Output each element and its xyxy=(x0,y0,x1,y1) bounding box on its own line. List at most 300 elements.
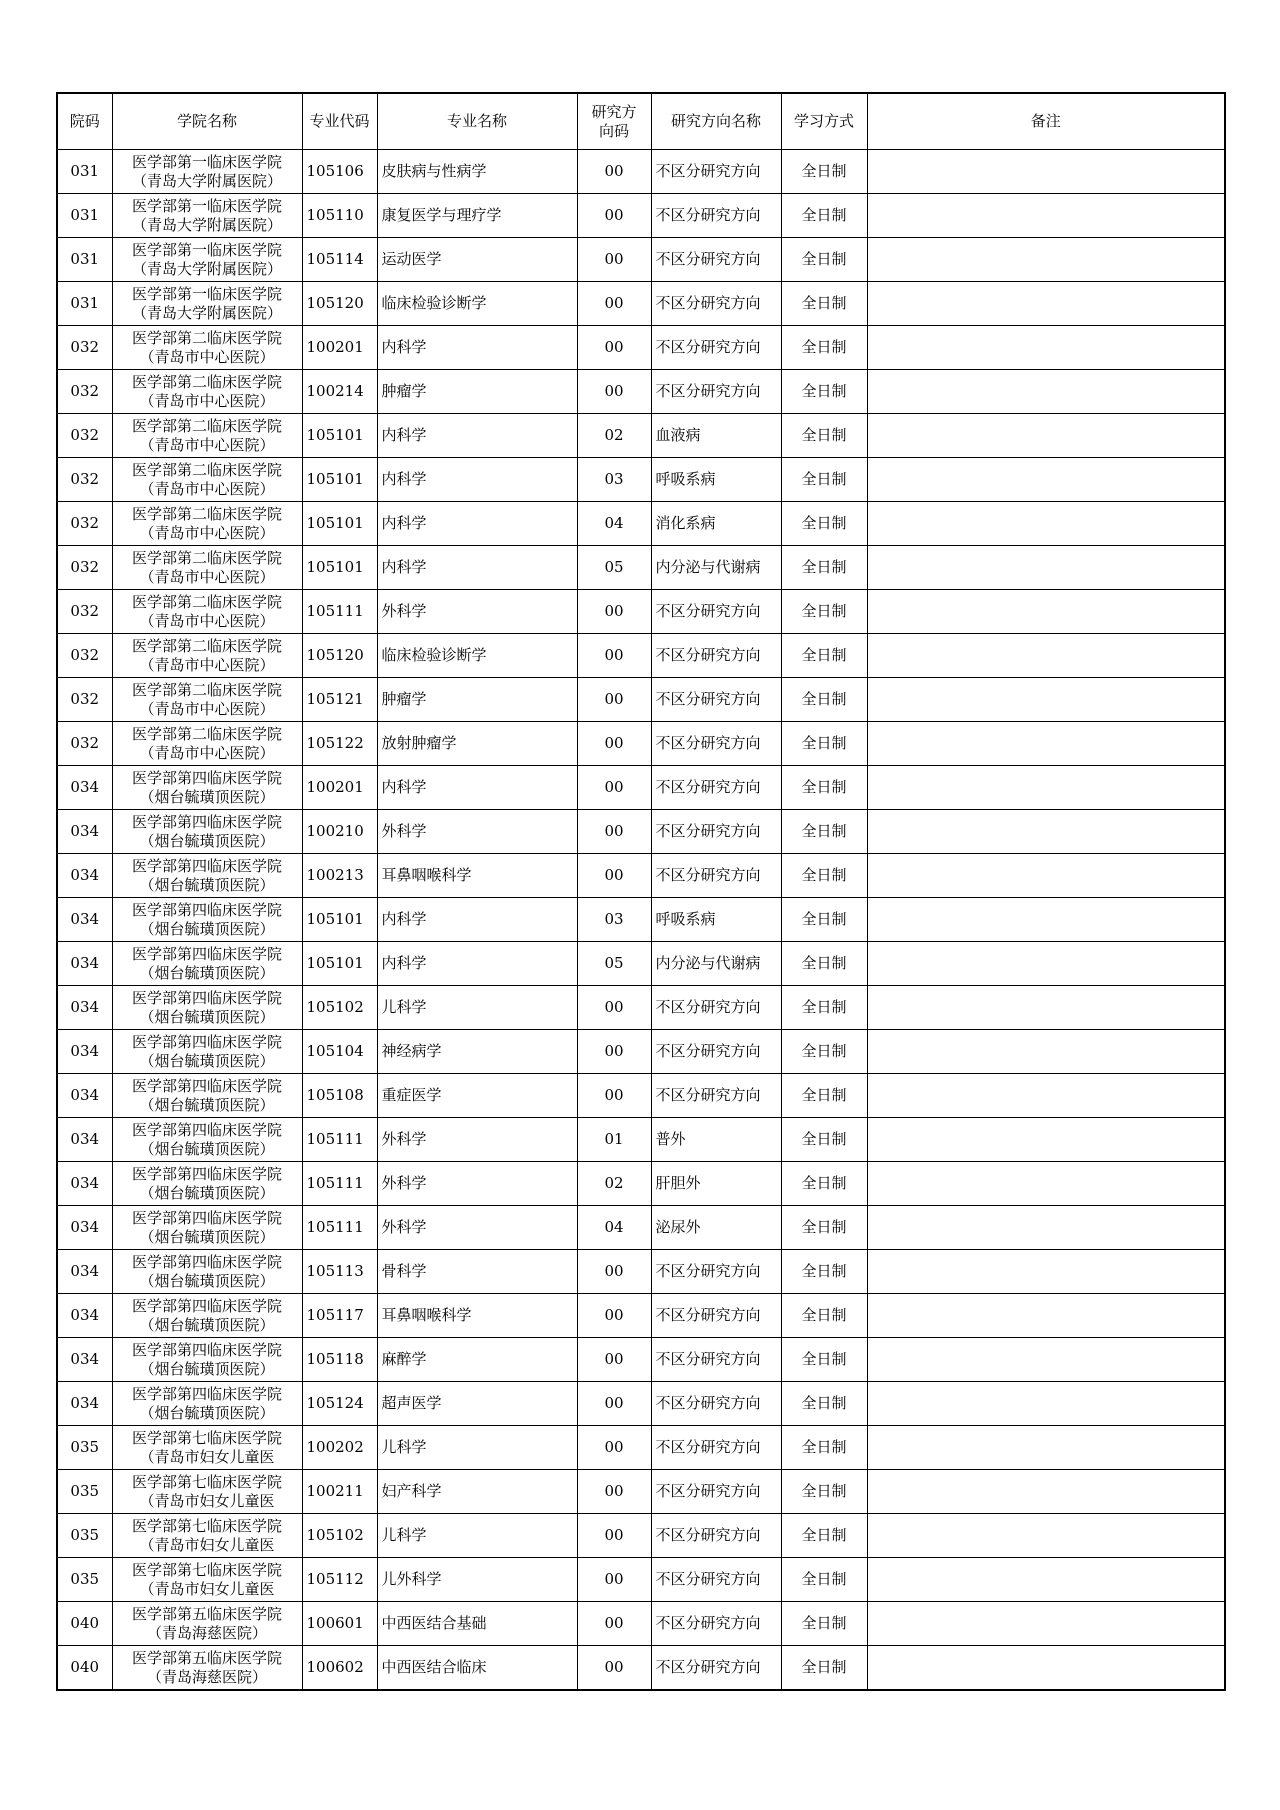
college-name-line: （青岛市中心医院） xyxy=(139,611,275,630)
college-name-line: 医学部第四临床医学院 xyxy=(131,812,282,831)
college-name-line: （青岛市妇女儿童医 xyxy=(139,1491,275,1510)
major-code-cell: 105114 xyxy=(302,238,377,282)
direction-name-cell: 不区分研究方向 xyxy=(651,1074,781,1118)
major-code-cell: 105106 xyxy=(302,150,377,194)
college-name-cell xyxy=(112,634,302,678)
college-name-cell xyxy=(112,986,302,1030)
table-row xyxy=(57,150,1225,194)
table-row xyxy=(57,502,1225,546)
direction-code-cell: 00 xyxy=(577,766,651,810)
college-code-cell: 034 xyxy=(57,1074,112,1118)
major-name-cell: 妇产科学 xyxy=(377,1470,577,1514)
note-cell xyxy=(867,1426,1225,1470)
major-code-cell: 105111 xyxy=(302,1162,377,1206)
study-mode-cell: 全日制 xyxy=(781,1426,867,1470)
note-cell xyxy=(867,986,1225,1030)
direction-name-cell: 肝胆外 xyxy=(651,1162,781,1206)
major-name-cell: 外科学 xyxy=(377,1118,577,1162)
college-name-line: 医学部第四临床医学院 xyxy=(131,1252,282,1271)
direction-code-cell: 00 xyxy=(577,1470,651,1514)
college-name-line: 医学部第二临床医学院 xyxy=(131,372,282,391)
major-code-cell: 105110 xyxy=(302,194,377,238)
college-name-line: 医学部第二临床医学院 xyxy=(131,504,282,523)
direction-name-cell: 内分泌与代谢病 xyxy=(651,942,781,986)
college-name-line: （青岛市妇女儿童医 xyxy=(139,1579,275,1598)
study-mode-cell: 全日制 xyxy=(781,1074,867,1118)
direction-code-cell: 00 xyxy=(577,238,651,282)
college-name-line: （青岛市中心医院） xyxy=(139,479,275,498)
direction-name-cell: 不区分研究方向 xyxy=(651,986,781,1030)
college-code-cell: 034 xyxy=(57,1294,112,1338)
direction-code-cell: 00 xyxy=(577,634,651,678)
direction-name-cell: 泌尿外 xyxy=(651,1206,781,1250)
direction-name-cell: 不区分研究方向 xyxy=(651,634,781,678)
note-cell xyxy=(867,1118,1225,1162)
college-name-cell xyxy=(112,194,302,238)
major-name-cell: 内科学 xyxy=(377,942,577,986)
direction-code-cell: 00 xyxy=(577,1338,651,1382)
college-code-cell: 032 xyxy=(57,370,112,414)
major-code-cell: 100202 xyxy=(302,1426,377,1470)
table-row xyxy=(57,590,1225,634)
major-name-cell: 儿科学 xyxy=(377,986,577,1030)
college-name-line: 医学部第四临床医学院 xyxy=(131,944,282,963)
college-name-cell xyxy=(112,546,302,590)
college-name-line: （青岛大学附属医院） xyxy=(131,303,282,322)
major-code-cell: 105101 xyxy=(302,546,377,590)
college-name-cell xyxy=(112,458,302,502)
header-major-name: 专业名称 xyxy=(377,93,577,150)
note-cell xyxy=(867,1470,1225,1514)
note-cell xyxy=(867,1294,1225,1338)
direction-code-cell: 01 xyxy=(577,1118,651,1162)
direction-code-cell: 00 xyxy=(577,590,651,634)
direction-name-cell: 不区分研究方向 xyxy=(651,150,781,194)
college-name-line: 医学部第四临床医学院 xyxy=(131,1296,282,1315)
note-cell xyxy=(867,1514,1225,1558)
college-code-cell: 035 xyxy=(57,1558,112,1602)
table-row xyxy=(57,766,1225,810)
college-name-line: （青岛大学附属医院） xyxy=(131,171,282,190)
table-header-row xyxy=(57,93,1225,150)
college-name-cell xyxy=(112,414,302,458)
college-name-cell xyxy=(112,1338,302,1382)
direction-name-cell: 呼吸系病 xyxy=(651,458,781,502)
college-name-line: （烟台毓璜顶医院） xyxy=(139,875,275,894)
major-name-cell: 神经病学 xyxy=(377,1030,577,1074)
college-code-cell: 032 xyxy=(57,722,112,766)
note-cell xyxy=(867,1338,1225,1382)
major-name-cell: 内科学 xyxy=(377,502,577,546)
table-row xyxy=(57,1514,1225,1558)
table-row xyxy=(57,1646,1225,1691)
major-code-cell: 105124 xyxy=(302,1382,377,1426)
major-code-cell: 100214 xyxy=(302,370,377,414)
table-row xyxy=(57,1074,1225,1118)
note-cell xyxy=(867,326,1225,370)
direction-name-cell: 呼吸系病 xyxy=(651,898,781,942)
major-name-cell: 康复医学与理疗学 xyxy=(377,194,577,238)
college-name-line: （青岛市中心医院） xyxy=(139,567,275,586)
college-name-line: 医学部第四临床医学院 xyxy=(131,1208,282,1227)
table-row xyxy=(57,678,1225,722)
major-name-cell: 重症医学 xyxy=(377,1074,577,1118)
note-cell xyxy=(867,1558,1225,1602)
major-code-cell: 100201 xyxy=(302,766,377,810)
major-name-cell: 临床检验诊断学 xyxy=(377,634,577,678)
table-row xyxy=(57,942,1225,986)
table-row xyxy=(57,1030,1225,1074)
direction-code-cell: 00 xyxy=(577,854,651,898)
enrollment-table-sheet xyxy=(56,92,1224,1691)
direction-name-cell: 不区分研究方向 xyxy=(651,238,781,282)
major-name-cell: 儿科学 xyxy=(377,1426,577,1470)
note-cell xyxy=(867,1382,1225,1426)
study-mode-cell: 全日制 xyxy=(781,722,867,766)
major-code-cell: 100213 xyxy=(302,854,377,898)
table-row xyxy=(57,1558,1225,1602)
college-code-cell: 034 xyxy=(57,1162,112,1206)
table-row xyxy=(57,986,1225,1030)
major-code-cell: 100601 xyxy=(302,1602,377,1646)
major-name-cell: 放射肿瘤学 xyxy=(377,722,577,766)
college-name-cell xyxy=(112,1206,302,1250)
direction-code-cell: 00 xyxy=(577,1558,651,1602)
college-name-cell xyxy=(112,854,302,898)
direction-code-cell: 00 xyxy=(577,370,651,414)
direction-name-cell: 普外 xyxy=(651,1118,781,1162)
table-row xyxy=(57,1470,1225,1514)
college-name-line: 医学部第五临床医学院 xyxy=(131,1648,282,1667)
study-mode-cell: 全日制 xyxy=(781,238,867,282)
major-code-cell: 105117 xyxy=(302,1294,377,1338)
major-code-cell: 105101 xyxy=(302,458,377,502)
college-name-cell xyxy=(112,766,302,810)
college-code-cell: 034 xyxy=(57,1382,112,1426)
major-name-cell: 运动医学 xyxy=(377,238,577,282)
study-mode-cell: 全日制 xyxy=(781,282,867,326)
note-cell xyxy=(867,678,1225,722)
note-cell xyxy=(867,370,1225,414)
major-code-cell: 105101 xyxy=(302,942,377,986)
study-mode-cell: 全日制 xyxy=(781,678,867,722)
college-name-cell xyxy=(112,1294,302,1338)
direction-name-cell: 不区分研究方向 xyxy=(651,1294,781,1338)
direction-code-cell: 00 xyxy=(577,1602,651,1646)
note-cell xyxy=(867,1206,1225,1250)
study-mode-cell: 全日制 xyxy=(781,1030,867,1074)
college-name-line: 医学部第四临床医学院 xyxy=(131,1032,282,1051)
direction-name-cell: 消化系病 xyxy=(651,502,781,546)
direction-code-cell: 00 xyxy=(577,1294,651,1338)
college-name-line: （烟台毓璜顶医院） xyxy=(139,831,275,850)
direction-name-cell: 不区分研究方向 xyxy=(651,370,781,414)
note-cell xyxy=(867,282,1225,326)
college-name-cell xyxy=(112,1470,302,1514)
study-mode-cell: 全日制 xyxy=(781,414,867,458)
major-code-cell: 105111 xyxy=(302,590,377,634)
major-name-cell: 内科学 xyxy=(377,898,577,942)
college-code-cell: 034 xyxy=(57,810,112,854)
college-name-cell xyxy=(112,1602,302,1646)
college-code-cell: 031 xyxy=(57,282,112,326)
note-cell xyxy=(867,1162,1225,1206)
table-row xyxy=(57,854,1225,898)
table-row xyxy=(57,194,1225,238)
study-mode-cell: 全日制 xyxy=(781,942,867,986)
major-code-cell: 105104 xyxy=(302,1030,377,1074)
direction-name-cell: 不区分研究方向 xyxy=(651,722,781,766)
college-name-line: 医学部第四临床医学院 xyxy=(131,900,282,919)
college-name-line: 医学部第二临床医学院 xyxy=(131,636,282,655)
study-mode-cell: 全日制 xyxy=(781,1118,867,1162)
note-cell xyxy=(867,898,1225,942)
college-code-cell: 034 xyxy=(57,1250,112,1294)
college-name-line: （青岛市中心医院） xyxy=(139,391,275,410)
college-name-line: 医学部第二临床医学院 xyxy=(131,328,282,347)
note-cell xyxy=(867,1250,1225,1294)
note-cell xyxy=(867,1074,1225,1118)
college-name-line: （青岛市中心医院） xyxy=(139,655,275,674)
note-cell xyxy=(867,1030,1225,1074)
college-name-line: （烟台毓璜顶医院） xyxy=(139,1095,275,1114)
college-code-cell: 034 xyxy=(57,1118,112,1162)
study-mode-cell: 全日制 xyxy=(781,370,867,414)
college-name-cell xyxy=(112,1382,302,1426)
table-row xyxy=(57,1382,1225,1426)
college-code-cell: 035 xyxy=(57,1426,112,1470)
major-name-cell: 内科学 xyxy=(377,546,577,590)
table-row xyxy=(57,1294,1225,1338)
direction-code-cell: 04 xyxy=(577,1206,651,1250)
table-row xyxy=(57,1206,1225,1250)
college-code-cell: 034 xyxy=(57,986,112,1030)
college-name-line: （青岛海慈医院） xyxy=(146,1667,267,1686)
direction-code-cell: 05 xyxy=(577,942,651,986)
college-name-cell xyxy=(112,370,302,414)
study-mode-cell: 全日制 xyxy=(781,458,867,502)
study-mode-cell: 全日制 xyxy=(781,898,867,942)
major-name-cell: 内科学 xyxy=(377,458,577,502)
direction-code-cell: 00 xyxy=(577,986,651,1030)
table-row xyxy=(57,546,1225,590)
college-code-cell: 034 xyxy=(57,854,112,898)
study-mode-cell: 全日制 xyxy=(781,1470,867,1514)
major-code-cell: 100602 xyxy=(302,1646,377,1691)
table-row xyxy=(57,282,1225,326)
direction-name-cell: 不区分研究方向 xyxy=(651,1382,781,1426)
college-name-line: 医学部第二临床医学院 xyxy=(131,592,282,611)
table-row xyxy=(57,458,1225,502)
college-name-line: （青岛海慈医院） xyxy=(146,1623,267,1642)
study-mode-cell: 全日制 xyxy=(781,150,867,194)
major-name-cell: 中西医结合临床 xyxy=(377,1646,577,1691)
college-name-line: 医学部第一临床医学院 xyxy=(131,240,282,259)
college-name-cell xyxy=(112,1514,302,1558)
college-name-line: 医学部第四临床医学院 xyxy=(131,1120,282,1139)
college-name-line: （烟台毓璜顶医院） xyxy=(139,1227,275,1246)
header-note: 备注 xyxy=(867,93,1225,150)
college-code-cell: 032 xyxy=(57,414,112,458)
major-name-cell: 外科学 xyxy=(377,1162,577,1206)
major-code-cell: 100210 xyxy=(302,810,377,854)
table-row xyxy=(57,1602,1225,1646)
major-code-cell: 105120 xyxy=(302,634,377,678)
note-cell xyxy=(867,766,1225,810)
direction-name-cell: 不区分研究方向 xyxy=(651,1646,781,1691)
major-code-cell: 100201 xyxy=(302,326,377,370)
college-code-cell: 031 xyxy=(57,238,112,282)
college-name-cell xyxy=(112,678,302,722)
college-name-cell xyxy=(112,1426,302,1470)
direction-name-cell: 不区分研究方向 xyxy=(651,1558,781,1602)
note-cell xyxy=(867,150,1225,194)
college-name-cell xyxy=(112,326,302,370)
study-mode-cell: 全日制 xyxy=(781,1382,867,1426)
major-name-cell: 外科学 xyxy=(377,810,577,854)
college-name-cell xyxy=(112,1030,302,1074)
major-code-cell: 105111 xyxy=(302,1206,377,1250)
college-name-line: 医学部第五临床医学院 xyxy=(131,1604,282,1623)
direction-name-cell: 不区分研究方向 xyxy=(651,1030,781,1074)
study-mode-cell: 全日制 xyxy=(781,1206,867,1250)
direction-code-cell: 00 xyxy=(577,282,651,326)
header-major-code: 专业代码 xyxy=(302,93,377,150)
direction-code-cell: 02 xyxy=(577,414,651,458)
study-mode-cell: 全日制 xyxy=(781,1646,867,1691)
study-mode-cell: 全日制 xyxy=(781,810,867,854)
college-name-cell xyxy=(112,1646,302,1691)
college-name-line: 医学部第一临床医学院 xyxy=(131,196,282,215)
major-name-cell: 临床检验诊断学 xyxy=(377,282,577,326)
college-code-cell: 032 xyxy=(57,458,112,502)
study-mode-cell: 全日制 xyxy=(781,1338,867,1382)
college-code-cell: 040 xyxy=(57,1646,112,1691)
direction-name-cell: 不区分研究方向 xyxy=(651,854,781,898)
college-name-line: 医学部第二临床医学院 xyxy=(131,680,282,699)
study-mode-cell: 全日制 xyxy=(781,1602,867,1646)
college-name-line: （烟台毓璜顶医院） xyxy=(139,1139,275,1158)
note-cell xyxy=(867,546,1225,590)
college-name-cell xyxy=(112,1074,302,1118)
college-name-line: 医学部第四临床医学院 xyxy=(131,768,282,787)
direction-name-cell: 血液病 xyxy=(651,414,781,458)
college-name-line: （烟台毓璜顶医院） xyxy=(139,1403,275,1422)
study-mode-cell: 全日制 xyxy=(781,590,867,634)
direction-code-cell: 00 xyxy=(577,1074,651,1118)
direction-name-cell: 不区分研究方向 xyxy=(651,1602,781,1646)
college-code-cell: 032 xyxy=(57,502,112,546)
direction-code-cell: 03 xyxy=(577,898,651,942)
college-code-cell: 032 xyxy=(57,326,112,370)
direction-code-cell: 00 xyxy=(577,1426,651,1470)
major-code-cell: 105102 xyxy=(302,986,377,1030)
college-code-cell: 032 xyxy=(57,678,112,722)
direction-code-cell: 00 xyxy=(577,1250,651,1294)
college-name-cell xyxy=(112,238,302,282)
direction-name-cell: 不区分研究方向 xyxy=(651,810,781,854)
direction-code-cell: 00 xyxy=(577,722,651,766)
college-name-line: 医学部第四临床医学院 xyxy=(131,1340,282,1359)
college-name-line: 医学部第四临床医学院 xyxy=(131,856,282,875)
enrollment-table xyxy=(56,92,1226,1691)
direction-code-cell: 00 xyxy=(577,678,651,722)
direction-name-cell: 不区分研究方向 xyxy=(651,282,781,326)
direction-name-cell: 不区分研究方向 xyxy=(651,678,781,722)
direction-name-cell: 不区分研究方向 xyxy=(651,1470,781,1514)
major-name-cell: 中西医结合基础 xyxy=(377,1602,577,1646)
college-name-line: （青岛大学附属医院） xyxy=(131,259,282,278)
study-mode-cell: 全日制 xyxy=(781,1514,867,1558)
study-mode-cell: 全日制 xyxy=(781,854,867,898)
college-code-cell: 034 xyxy=(57,942,112,986)
college-name-cell xyxy=(112,1250,302,1294)
table-row xyxy=(57,1162,1225,1206)
college-name-line: （烟台毓璜顶医院） xyxy=(139,1183,275,1202)
study-mode-cell: 全日制 xyxy=(781,634,867,678)
direction-code-cell: 05 xyxy=(577,546,651,590)
college-name-line: （烟台毓璜顶医院） xyxy=(139,963,275,982)
major-code-cell: 105122 xyxy=(302,722,377,766)
study-mode-cell: 全日制 xyxy=(781,1162,867,1206)
college-name-line: 医学部第七临床医学院 xyxy=(131,1428,282,1447)
major-code-cell: 105113 xyxy=(302,1250,377,1294)
major-name-cell: 肿瘤学 xyxy=(377,678,577,722)
direction-name-cell: 内分泌与代谢病 xyxy=(651,546,781,590)
college-name-line: （青岛市中心医院） xyxy=(139,435,275,454)
college-code-cell: 031 xyxy=(57,150,112,194)
major-name-cell: 外科学 xyxy=(377,590,577,634)
table-row xyxy=(57,370,1225,414)
major-name-cell: 内科学 xyxy=(377,414,577,458)
note-cell xyxy=(867,942,1225,986)
major-name-cell: 儿外科学 xyxy=(377,1558,577,1602)
direction-code-cell: 00 xyxy=(577,150,651,194)
major-name-cell: 内科学 xyxy=(377,766,577,810)
major-code-cell: 105120 xyxy=(302,282,377,326)
college-name-line: （烟台毓璜顶医院） xyxy=(139,787,275,806)
header-direction-name: 研究方向名称 xyxy=(651,93,781,150)
note-cell xyxy=(867,414,1225,458)
major-name-cell: 内科学 xyxy=(377,326,577,370)
college-code-cell: 031 xyxy=(57,194,112,238)
college-name-line: （烟台毓璜顶医院） xyxy=(139,1359,275,1378)
major-name-cell: 皮肤病与性病学 xyxy=(377,150,577,194)
college-name-line: （青岛大学附属医院） xyxy=(131,215,282,234)
note-cell xyxy=(867,634,1225,678)
college-name-line: 医学部第二临床医学院 xyxy=(131,548,282,567)
direction-name-cell: 不区分研究方向 xyxy=(651,1250,781,1294)
college-name-line: （烟台毓璜顶医院） xyxy=(139,1007,275,1026)
table-row xyxy=(57,1118,1225,1162)
major-code-cell: 105108 xyxy=(302,1074,377,1118)
table-body xyxy=(57,150,1225,1691)
direction-name-cell: 不区分研究方向 xyxy=(651,1514,781,1558)
header-study-mode: 学习方式 xyxy=(781,93,867,150)
college-code-cell: 035 xyxy=(57,1514,112,1558)
major-code-cell: 105102 xyxy=(302,1514,377,1558)
major-name-cell: 耳鼻咽喉科学 xyxy=(377,854,577,898)
major-name-cell: 儿科学 xyxy=(377,1514,577,1558)
note-cell xyxy=(867,458,1225,502)
direction-name-cell: 不区分研究方向 xyxy=(651,194,781,238)
major-name-cell: 肿瘤学 xyxy=(377,370,577,414)
major-code-cell: 105118 xyxy=(302,1338,377,1382)
header-direction-code: 研究方向码 xyxy=(577,93,651,150)
college-name-line: （烟台毓璜顶医院） xyxy=(139,1315,275,1334)
major-code-cell: 100211 xyxy=(302,1470,377,1514)
college-name-line: 医学部第四临床医学院 xyxy=(131,1076,282,1095)
